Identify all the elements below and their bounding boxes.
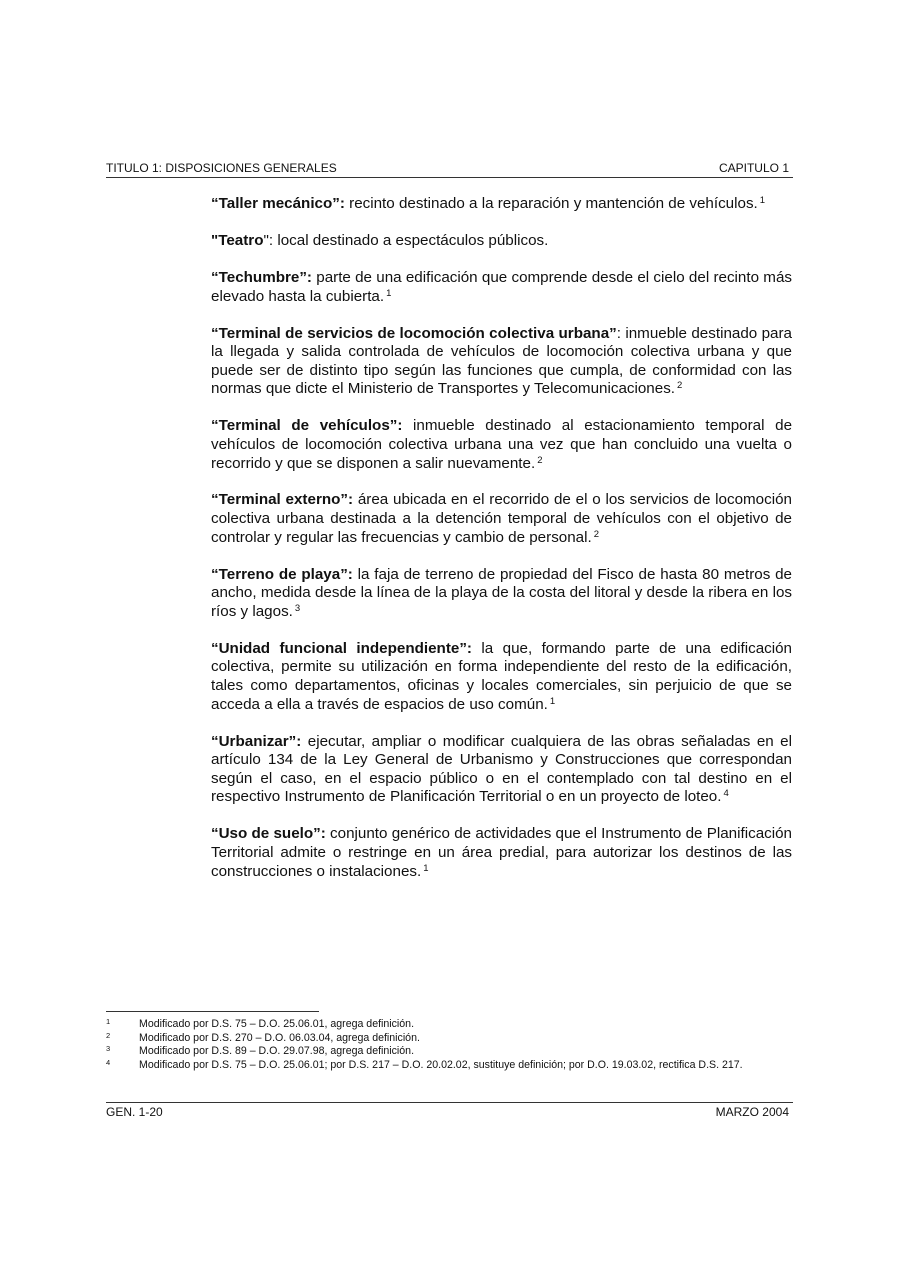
definition-taller-mecanico [211, 195, 792, 214]
footnote-item [106, 1059, 786, 1073]
footnote-ref: 1 [386, 287, 392, 299]
header-title: TITULO 1: DISPOSICIONES GENERALES [106, 161, 337, 175]
footnote-ref: 4 [723, 788, 729, 800]
definition-terminal-servicios [211, 325, 792, 399]
definition-term: “Urbanizar”: [211, 732, 302, 750]
definition-term: “Terminal de vehículos”: [211, 417, 403, 435]
footnote-ref: 1 [759, 195, 766, 206]
definition-uso-suelo [211, 825, 792, 881]
definition-term: “Terreno de playa”: [211, 565, 353, 583]
footnote-ref: 2 [593, 528, 600, 540]
page-header [106, 160, 793, 178]
definition-term: “Unidad funcional independiente”: [211, 639, 472, 657]
definition-term: “Taller mecánico”: [211, 195, 345, 212]
definition-term: “Techumbre”: [211, 268, 312, 286]
definition-term: “Terminal de servicios de locomoción colectiva urbana” [211, 324, 617, 342]
footnote-ref: 2 [677, 380, 683, 392]
footnote-ref: 3 [294, 602, 301, 614]
definition-text: recinto destinado a la reparación y mantención de vehículos. [344, 195, 758, 212]
footnote-number: 3 [106, 1044, 111, 1054]
definition-text: ejecutar, ampliar o modificar cualquiera de las obras señaladas en el artículo 134 de la Ley General de Urbanismo y Construcciones que correspondan según el caso, en el espacio público o en el contemplado con tal destino en el respectivo Instrumento de Planificación Territorial o en un proyecto de loteo. [211, 732, 792, 806]
definition-text: conjunto genérico de actividades que el Instrumento de Planificación Territorial admite o restringe en un área predial, para autorizar los destinos de las construcciones o instalaciones. [211, 825, 792, 880]
definition-term: “Terminal externo”: [211, 491, 354, 509]
definition-text: : inmueble destinado para la llegada y salida controlada de vehículos de locomoción colectiva urbana y que puede ser de distinto tipo según las funciones que cumpla, de conformidad con las normas que dicte el Ministerio de Transportes y Telecomunicaciones. [211, 324, 792, 398]
footnote-text: Modificado por D.S. 89 – D.O. 29.07.98, agrega definición. [139, 1045, 415, 1058]
footnote-ref: 1 [549, 695, 556, 707]
footnote-ref: 1 [423, 862, 429, 874]
definition-text: la que, formando parte de una edificación colectiva, permite su utilización en forma independiente del resto de la edificación, tales como departamentos, oficinas y locales comerciales, sin perjuicio de que se acceda a ella a través de espacios de uso común. [211, 639, 792, 713]
footnote-divider [106, 1011, 319, 1012]
footnotes [106, 1018, 786, 1072]
definition-term: "Teatro [211, 231, 264, 249]
footnote-text: Modificado por D.S. 75 – D.O. 25.06.01; por D.S. 217 – D.O. 20.02.02, sustituye definición; por D.O. 19.03.02, rectifica D.S. 217. [139, 1058, 743, 1071]
definition-text: ": local destinado a espectáculos públicos. [263, 231, 549, 249]
definition-terreno-playa [211, 566, 792, 622]
definition-text: inmueble destinado al estacionamiento temporal de vehículos de locomoción colectiva urbana una vez que han concluido una vuelta o recorrido y que se disponen a salir nuevamente. [211, 417, 793, 472]
header-chapter: CAPITULO 1 [718, 161, 789, 175]
footnote-number: 1 [106, 1017, 111, 1026]
definition-terminal-externo [211, 491, 792, 547]
definition-techumbre [211, 269, 792, 306]
definition-unidad-funcional [211, 640, 792, 714]
footnote-number: 2 [106, 1030, 111, 1040]
definition-terminal-vehiculos [211, 417, 792, 473]
definition-term: “Uso de suelo”: [211, 825, 326, 843]
footnote-text: Modificado por D.S. 270 – D.O. 06.03.04, agrega definición. [139, 1031, 420, 1044]
definition-text: área ubicada en el recorrido de el o los servicios de locomoción colectiva urbana destinada a la detención temporal de vehículos con el objetivo de controlar y regular las frecuencias y cambio de personal. [211, 491, 792, 546]
page-footer [106, 1102, 793, 1119]
definition-text: parte de una edificación que comprende desde el cielo del recinto más elevado hasta la cubierta. [211, 268, 792, 305]
footnote-item [106, 1018, 786, 1032]
footer-date: MARZO 2004 [715, 1105, 789, 1119]
page-number: GEN. 1-20 [106, 1105, 163, 1119]
footnote-item [106, 1045, 786, 1059]
definitions-list [211, 195, 792, 900]
footnote-text: Modificado por D.S. 75 – D.O. 25.06.01, agrega definición. [139, 1018, 415, 1030]
footnote-item [106, 1032, 786, 1046]
footnote-ref: 2 [537, 454, 543, 466]
definition-teatro [211, 232, 792, 251]
definition-urbanizar [211, 733, 792, 807]
footnote-number: 4 [106, 1057, 111, 1067]
definition-text: la faja de terreno de propiedad del Fisco de hasta 80 metros de ancho, medida desde la línea de la playa de la costa del litoral y desde la ribera en los ríos y lagos. [211, 565, 792, 620]
